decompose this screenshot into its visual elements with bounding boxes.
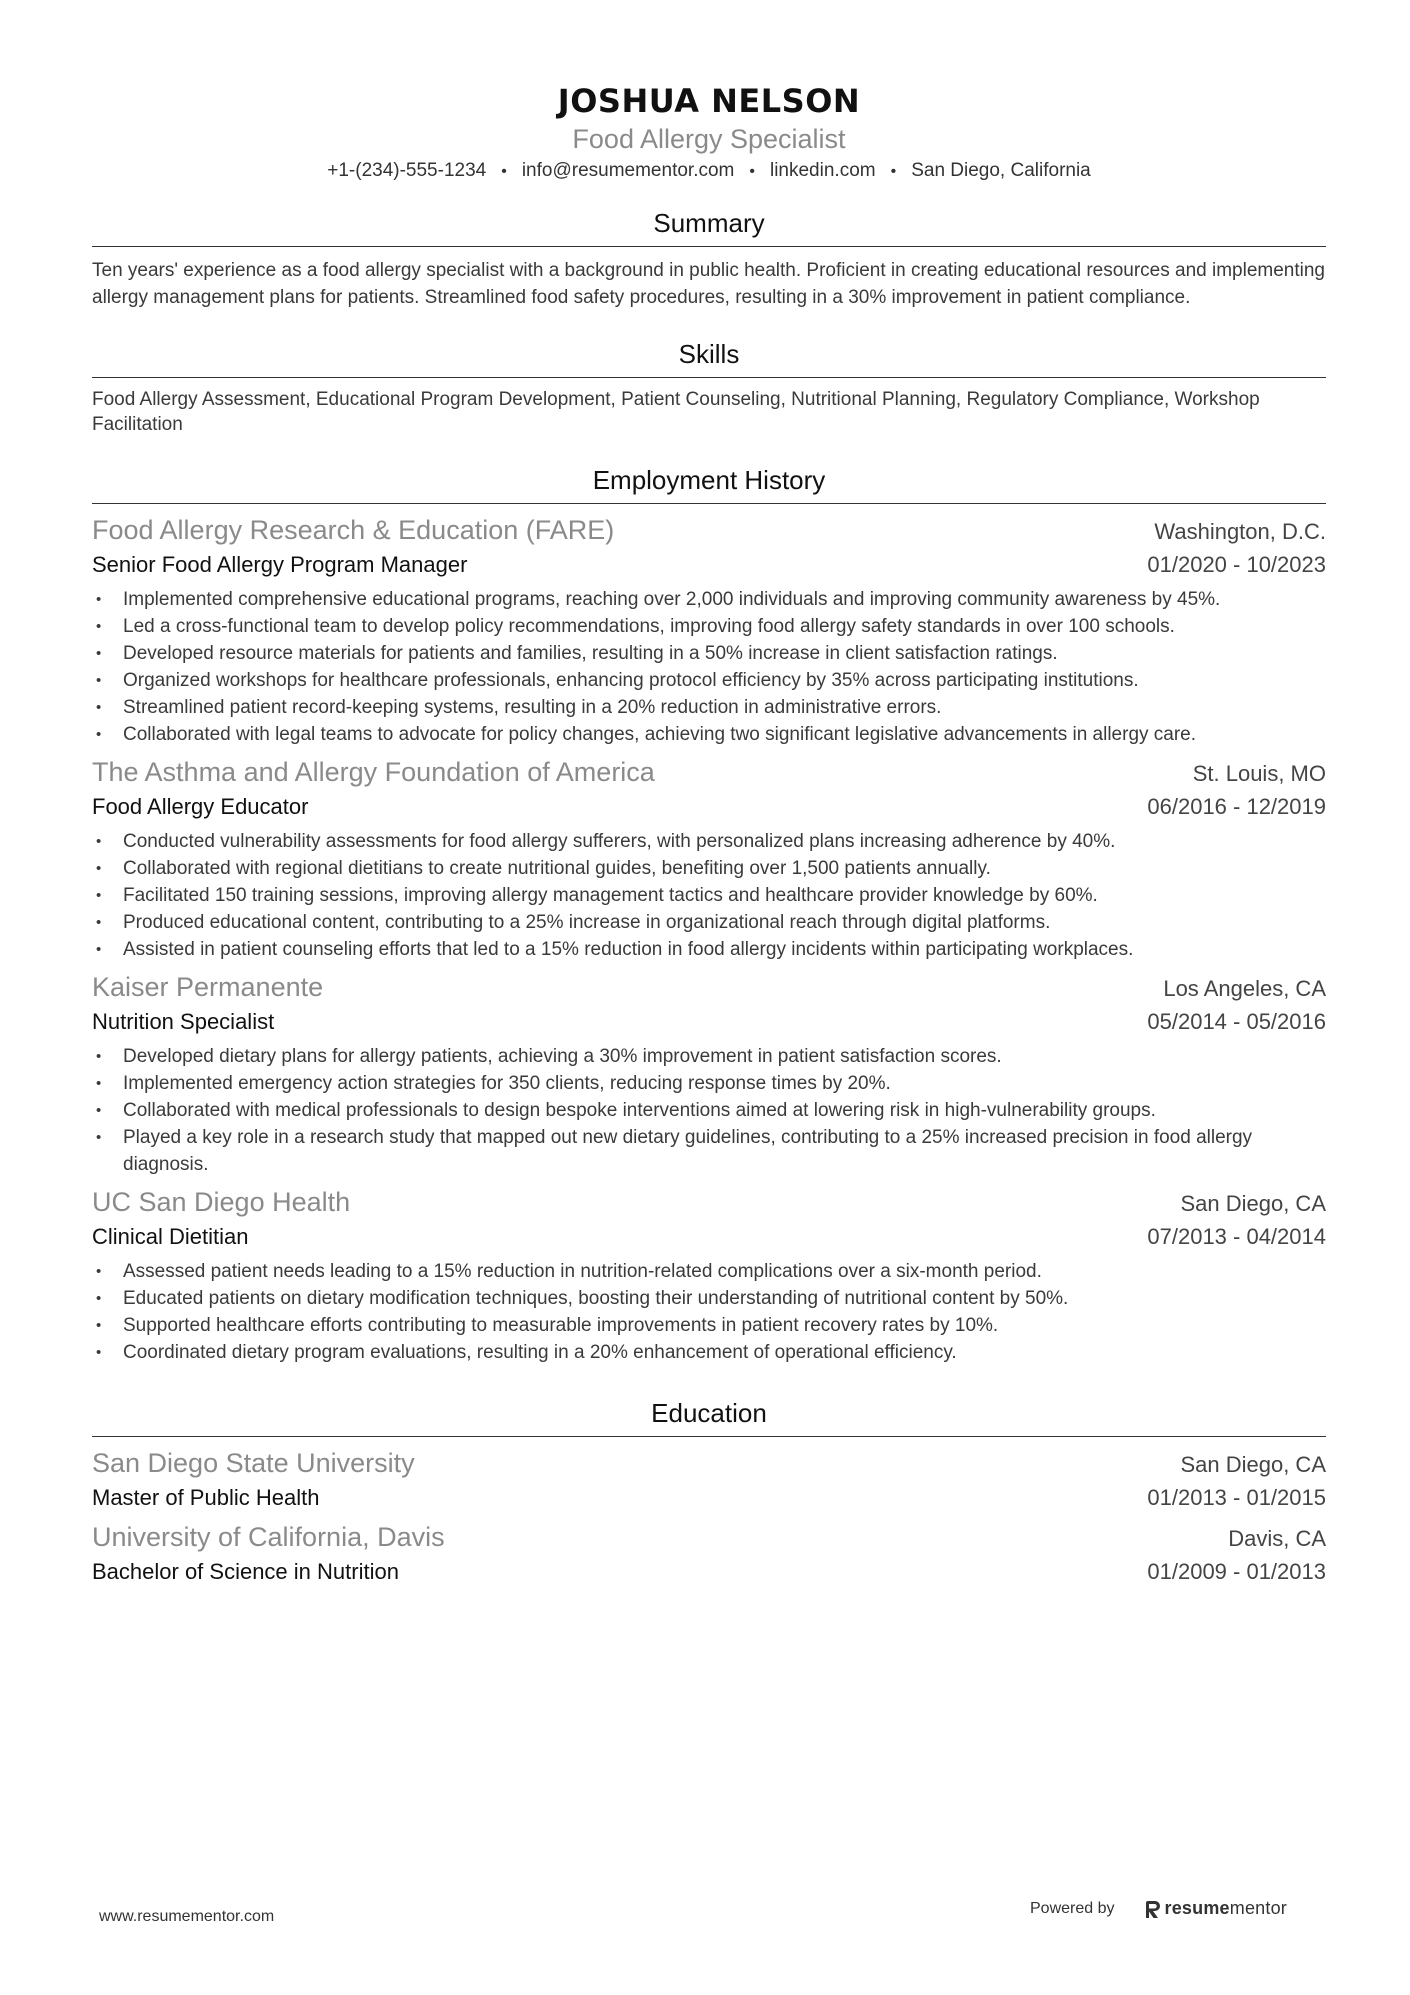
job-bullets	[92, 586, 1326, 748]
summary-section	[92, 206, 1326, 311]
job-bullets	[92, 1258, 1326, 1366]
job-organization: The Asthma and Allergy Foundation of America	[92, 757, 655, 787]
job-dates: 01/2020 - 10/2023	[1147, 552, 1326, 577]
contact-separator: •	[890, 163, 897, 180]
job-bullet: • Assisted in patient counseling efforts that led to a 15% reduction in food allergy incidents within participating workplaces.	[92, 936, 1326, 963]
section-divider	[92, 1436, 1326, 1437]
job-location: Washington, D.C.	[1154, 519, 1326, 544]
job-bullet: • Collaborated with legal teams to advocate for policy changes, achieving two significant legislative advancements in allergy care.	[92, 721, 1326, 748]
education-dates: 01/2009 - 01/2013	[1147, 1559, 1326, 1584]
section-divider	[92, 503, 1326, 504]
degree: Master of Public Health	[92, 1485, 320, 1510]
contact-phone: +1-(234)-555-1234	[327, 160, 487, 181]
brand-part-mentor: mentor	[1229, 1898, 1287, 1918]
contact-email: info@resumementor.com	[521, 160, 735, 181]
job-bullet: • Collaborated with medical professionals to design bespoke interventions aimed at lowering risk in high-vulnerability groups.	[92, 1097, 1326, 1124]
education-entry	[92, 1519, 1326, 1587]
job-entry	[92, 1184, 1326, 1366]
section-divider	[92, 246, 1326, 247]
job-entry	[92, 754, 1326, 963]
job-organization: Food Allergy Research & Education (FARE)	[92, 515, 615, 545]
job-bullet: • Implemented emergency action strategies for 350 clients, reducing response times by 20%.	[92, 1070, 1326, 1097]
summary-text: Ten years' experience as a food allergy specialist with a background in public health. Proficient in creating educational resources and implementing allergy management plans for patients. Streamlined food safety procedures, resulting in a 30% improvement in patient compliance.	[92, 260, 1325, 308]
job-role: Nutrition Specialist	[92, 1009, 275, 1034]
school-name: San Diego State University	[92, 1448, 415, 1478]
job-role: Food Allergy Educator	[92, 794, 309, 819]
job-location: San Diego, CA	[1180, 1191, 1326, 1216]
job-bullets	[92, 828, 1326, 963]
job-dates: 06/2016 - 12/2019	[1147, 794, 1326, 819]
resumementor-logo-text	[1165, 1898, 1287, 1919]
brand-part-resume: resume	[1164, 1898, 1230, 1918]
job-bullet: • Produced educational content, contributing to a 25% increase in organizational reach through digital platforms.	[92, 909, 1326, 936]
job-bullet: • Developed resource materials for patients and families, resulting in a 50% increase in client satisfaction ratings.	[92, 640, 1326, 667]
employment-heading: Employment History	[592, 465, 826, 495]
school-location: Davis, CA	[1228, 1526, 1326, 1551]
candidate-name: JOSHUA NELSON	[557, 82, 861, 120]
education-dates: 01/2013 - 01/2015	[1147, 1485, 1326, 1510]
job-dates: 07/2013 - 04/2014	[1147, 1224, 1326, 1249]
job-bullet: • Supported healthcare efforts contributing to measurable improvements in patient recovery rates by 10%.	[92, 1312, 1326, 1339]
job-bullet: • Developed dietary plans for allergy patients, achieving a 30% improvement in patient satisfaction scores.	[92, 1043, 1326, 1070]
job-bullet: • Played a key role in a research study that mapped out new dietary guidelines, contributing to a 25% increased precision in food allergy diagnosis.	[92, 1124, 1326, 1178]
education-entry	[92, 1445, 1326, 1513]
job-organization: UC San Diego Health	[92, 1187, 351, 1217]
skills-text: Food Allergy Assessment, Educational Program Development, Patient Counseling, Nutritional Planning, Regulatory Compliance, Workshop Facilitation	[92, 389, 1260, 435]
footer-website[interactable]: www.resumementor.com	[99, 1908, 275, 1925]
resume-page	[92, 78, 1326, 1587]
job-bullet: • Coordinated dietary program evaluations, resulting in a 20% enhancement of operational efficiency.	[92, 1339, 1326, 1366]
job-location: St. Louis, MO	[1192, 761, 1326, 786]
school-location: San Diego, CA	[1180, 1452, 1326, 1477]
section-divider	[92, 377, 1326, 378]
summary-heading: Summary	[653, 208, 765, 238]
powered-by-label: Powered by	[1030, 1899, 1115, 1917]
job-location: Los Angeles, CA	[1163, 976, 1326, 1001]
contact-separator: •	[749, 163, 755, 180]
employment-section	[92, 463, 1326, 1366]
contact-separator: •	[501, 163, 507, 180]
job-bullet: • Conducted vulnerability assessments for food allergy sufferers, with personalized plans increasing adherence by 40%.	[92, 828, 1326, 855]
job-dates: 05/2014 - 05/2016	[1147, 1009, 1326, 1034]
job-bullet: • Led a cross-functional team to develop policy recommendations, improving food allergy safety standards in over 100 schools.	[92, 613, 1326, 640]
job-bullet: • Implemented comprehensive educational programs, reaching over 2,000 individuals and improving community awareness by 45%.	[92, 586, 1326, 613]
job-entry	[92, 512, 1326, 748]
education-section	[92, 1396, 1326, 1587]
contact-location: San Diego, California	[911, 160, 1091, 181]
job-role: Clinical Dietitian	[92, 1224, 249, 1249]
job-bullet: • Assessed patient needs leading to a 15% reduction in nutrition-related complications over a six-month period.	[92, 1258, 1326, 1285]
job-entry	[92, 969, 1326, 1178]
degree: Bachelor of Science in Nutrition	[92, 1559, 399, 1584]
job-bullet: • Educated patients on dietary modification techniques, boosting their understanding of nutritional content by 50%.	[92, 1285, 1326, 1312]
job-organization: Kaiser Permanente	[92, 972, 324, 1002]
school-name: University of California, Davis	[92, 1522, 445, 1552]
skills-heading: Skills	[678, 339, 740, 369]
contact-linkedin: linkedin.com	[769, 160, 876, 181]
footer-branding	[1030, 1898, 1287, 1919]
contact-line	[92, 157, 1326, 186]
job-bullets	[92, 1043, 1326, 1178]
skills-section	[92, 337, 1326, 437]
job-bullet: • Collaborated with regional dietitians to create nutritional guides, benefiting over 1,500 patients annually.	[92, 855, 1326, 882]
job-bullet: • Streamlined patient record-keeping systems, resulting in a 20% reduction in administrative errors.	[92, 694, 1326, 721]
education-heading: Education	[651, 1398, 767, 1428]
job-bullet: • Organized workshops for healthcare professionals, enhancing protocol efficiency by 35% across participating institutions.	[92, 667, 1326, 694]
candidate-title: Food Allergy Specialist	[572, 124, 846, 154]
resumementor-logo-icon	[1145, 1899, 1161, 1919]
job-role: Senior Food Allergy Program Manager	[92, 552, 468, 577]
job-bullet: • Facilitated 150 training sessions, improving allergy management tactics and healthcare provider knowledge by 60%.	[92, 882, 1326, 909]
